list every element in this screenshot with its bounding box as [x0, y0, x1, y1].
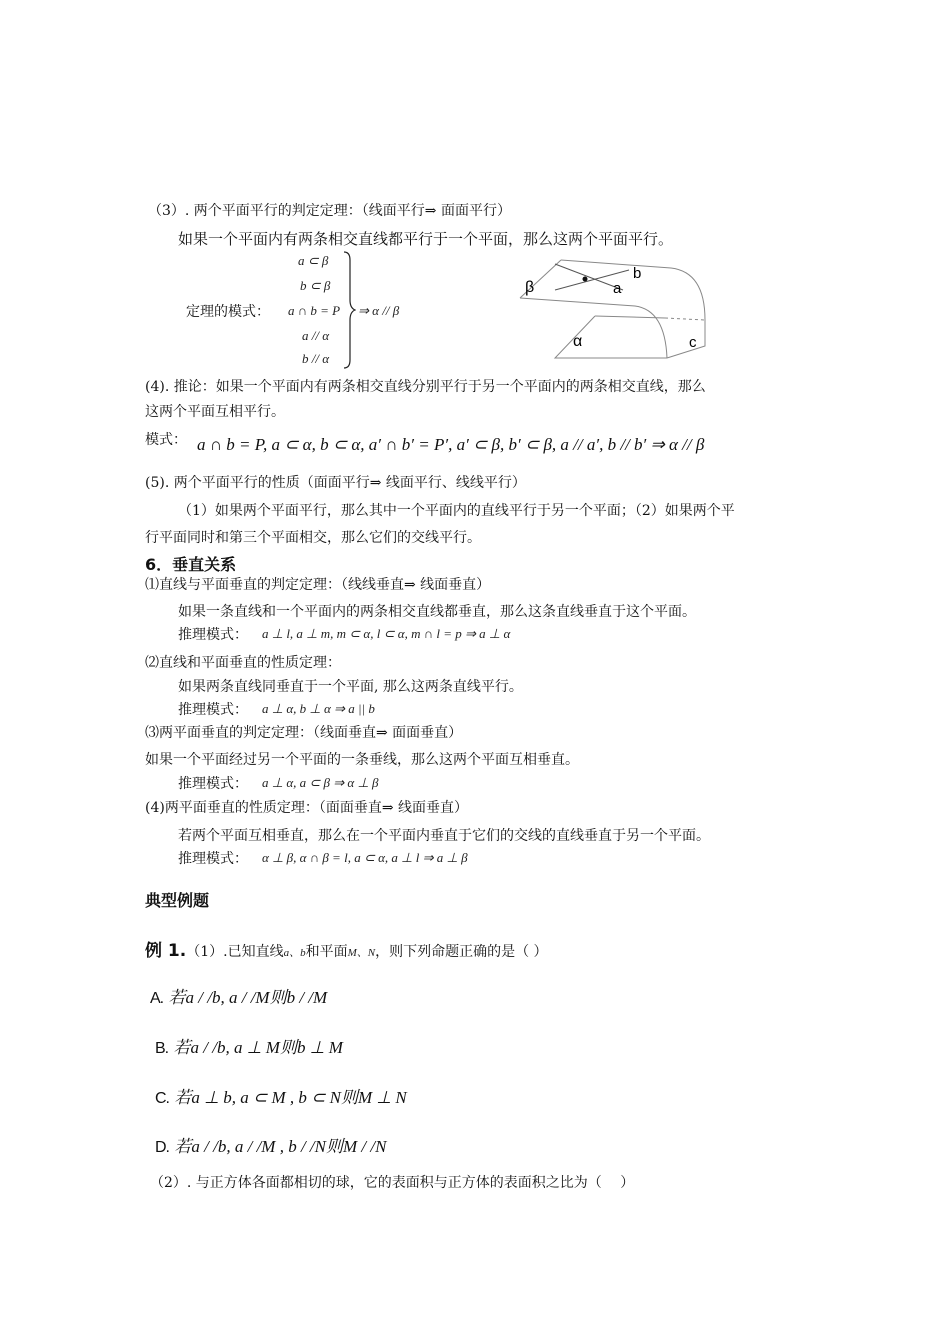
theorem-mode-label: 定理的模式： [186, 304, 270, 320]
section-4-mode-label: 模式： [145, 432, 187, 448]
option-a-letter: A. [150, 990, 164, 1007]
example-1-part-2: （2）. 与正方体各面都相切的球，它的表面积与正方体的表面积之比为（ ） [150, 1175, 635, 1191]
examples-heading: 典型例题 [145, 891, 210, 910]
item-3-formula: a ⊥ α, a ⊂ β ⇒ α ⊥ β [262, 775, 379, 790]
example-1-vars-1: a、b [283, 947, 306, 959]
section-6-heading: 6．垂直关系 [145, 555, 237, 574]
example-1-text-3: ，则下列命题正确的是（ ） [375, 944, 548, 960]
option-b-letter: B. [155, 1040, 169, 1057]
item-3-label: 推理模式： [178, 776, 248, 792]
c-label: c [689, 334, 697, 351]
condition-3: a ∩ b = P [288, 303, 341, 318]
condition-5: b // α [302, 351, 330, 366]
section-5-line1: （1）如果两个平面平行，那么其中一个平面内的直线平行于另一个平面；（2）如果两个平 [178, 503, 735, 519]
a-label: a [613, 280, 622, 297]
item-2-body: 如果两条直线同垂直于一个平面, 那么这两条直线平行。 [178, 679, 523, 695]
example-1-label: 例 1. [145, 941, 187, 961]
section-4-formula: a ∩ b = P, a ⊂ α, b ⊂ α, a′ ∩ b′ = P′, a′ ⊂ β, b′ ⊂ β, a // a′, b // b′ ⇒ α // β [197, 435, 705, 454]
b-label: b [633, 265, 642, 282]
condition-4: a // α [302, 328, 330, 343]
item-1-body: 如果一条直线和一个平面内的两条相交直线都垂直，那么这条直线垂直于这个平面。 [178, 604, 696, 620]
example-1-question [145, 936, 548, 961]
item-3-body: 如果一个平面经过另一个平面的一条垂线，那么这两个平面互相垂直。 [145, 752, 579, 768]
item-4-formula: α ⊥ β, α ∩ β = l, a ⊂ α, a ⊥ l ⇒ a ⊥ β [262, 850, 468, 865]
option-d[interactable] [155, 1132, 386, 1157]
example-1-text-1: （1）.已知直线 [186, 944, 284, 960]
section-4-line2: 这两个平面互相平行。 [145, 404, 285, 420]
item-4-title: (4)两平面垂直的性质定理：（面面垂直⇒ 线面垂直） [145, 800, 469, 816]
intersection-point [583, 277, 588, 282]
planes-figure [515, 250, 720, 365]
option-c[interactable] [155, 1083, 407, 1108]
option-a-text: 若a / /b, a / /M则b / /M [168, 988, 328, 1007]
conclusion: ⇒ α // β [358, 303, 400, 318]
option-a[interactable] [150, 983, 327, 1008]
example-1-text-2: 和平面 [305, 944, 348, 960]
item-2-title: ⑵直线和平面垂直的性质定理： [145, 655, 341, 671]
section-5-title: (5). 两个平面平行的性质（面面平行⇒ 线面平行、线线平行） [145, 475, 526, 491]
section-3-body: 如果一个平面内有两条相交直线都平行于一个平面，那么这两个平面平行。 [178, 230, 674, 248]
option-b-text: 若a / /b, a ⊥ M则b ⊥ M [173, 1038, 343, 1057]
option-d-text: 若a / /b, a / /M , b / /N则M / /N [174, 1137, 387, 1156]
item-2-label: 推理模式： [178, 702, 248, 718]
option-c-letter: C. [155, 1090, 169, 1107]
alpha-label: α [573, 333, 583, 350]
item-2-formula: a ⊥ α, b ⊥ α ⇒ a || b [262, 701, 375, 716]
item-1-title: ⑴直线与平面垂直的判定定理：（线线垂直⇒ 线面垂直） [145, 577, 491, 593]
right-brace-icon [342, 250, 356, 370]
option-b[interactable] [155, 1033, 343, 1058]
section-5-line2: 行平面同时和第三个平面相交，那么它们的交线平行。 [145, 530, 481, 546]
option-d-letter: D. [155, 1139, 169, 1156]
section-4-line1: (4). 推论：如果一个平面内有两条相交直线分别平行于另一个平面内的两条相交直线，那么 [145, 379, 706, 395]
condition-1: a ⊂ β [298, 253, 329, 268]
item-4-label: 推理模式： [178, 851, 248, 867]
item-1-label: 推理模式： [178, 627, 248, 643]
item-3-title: ⑶两平面垂直的判定定理：（线面垂直⇒ 面面垂直） [145, 725, 463, 741]
section-3-title: （3）. 两个平面平行的判定定理：（线面平行⇒ 面面平行） [148, 203, 511, 219]
item-1-formula: a ⊥ l, a ⊥ m, m ⊂ α, l ⊂ α, m ∩ l = p ⇒ a ⊥ α [262, 626, 511, 641]
item-4-body: 若两个平面互相垂直，那么在一个平面内垂直于它们的交线的直线垂直于另一个平面。 [178, 828, 710, 844]
option-c-text: 若a ⊥ b, a ⊂ M , b ⊂ N则M ⊥ N [174, 1088, 407, 1107]
condition-2: b ⊂ β [300, 278, 331, 293]
beta-label: β [525, 279, 535, 296]
example-1-vars-2: M、N [347, 947, 376, 959]
